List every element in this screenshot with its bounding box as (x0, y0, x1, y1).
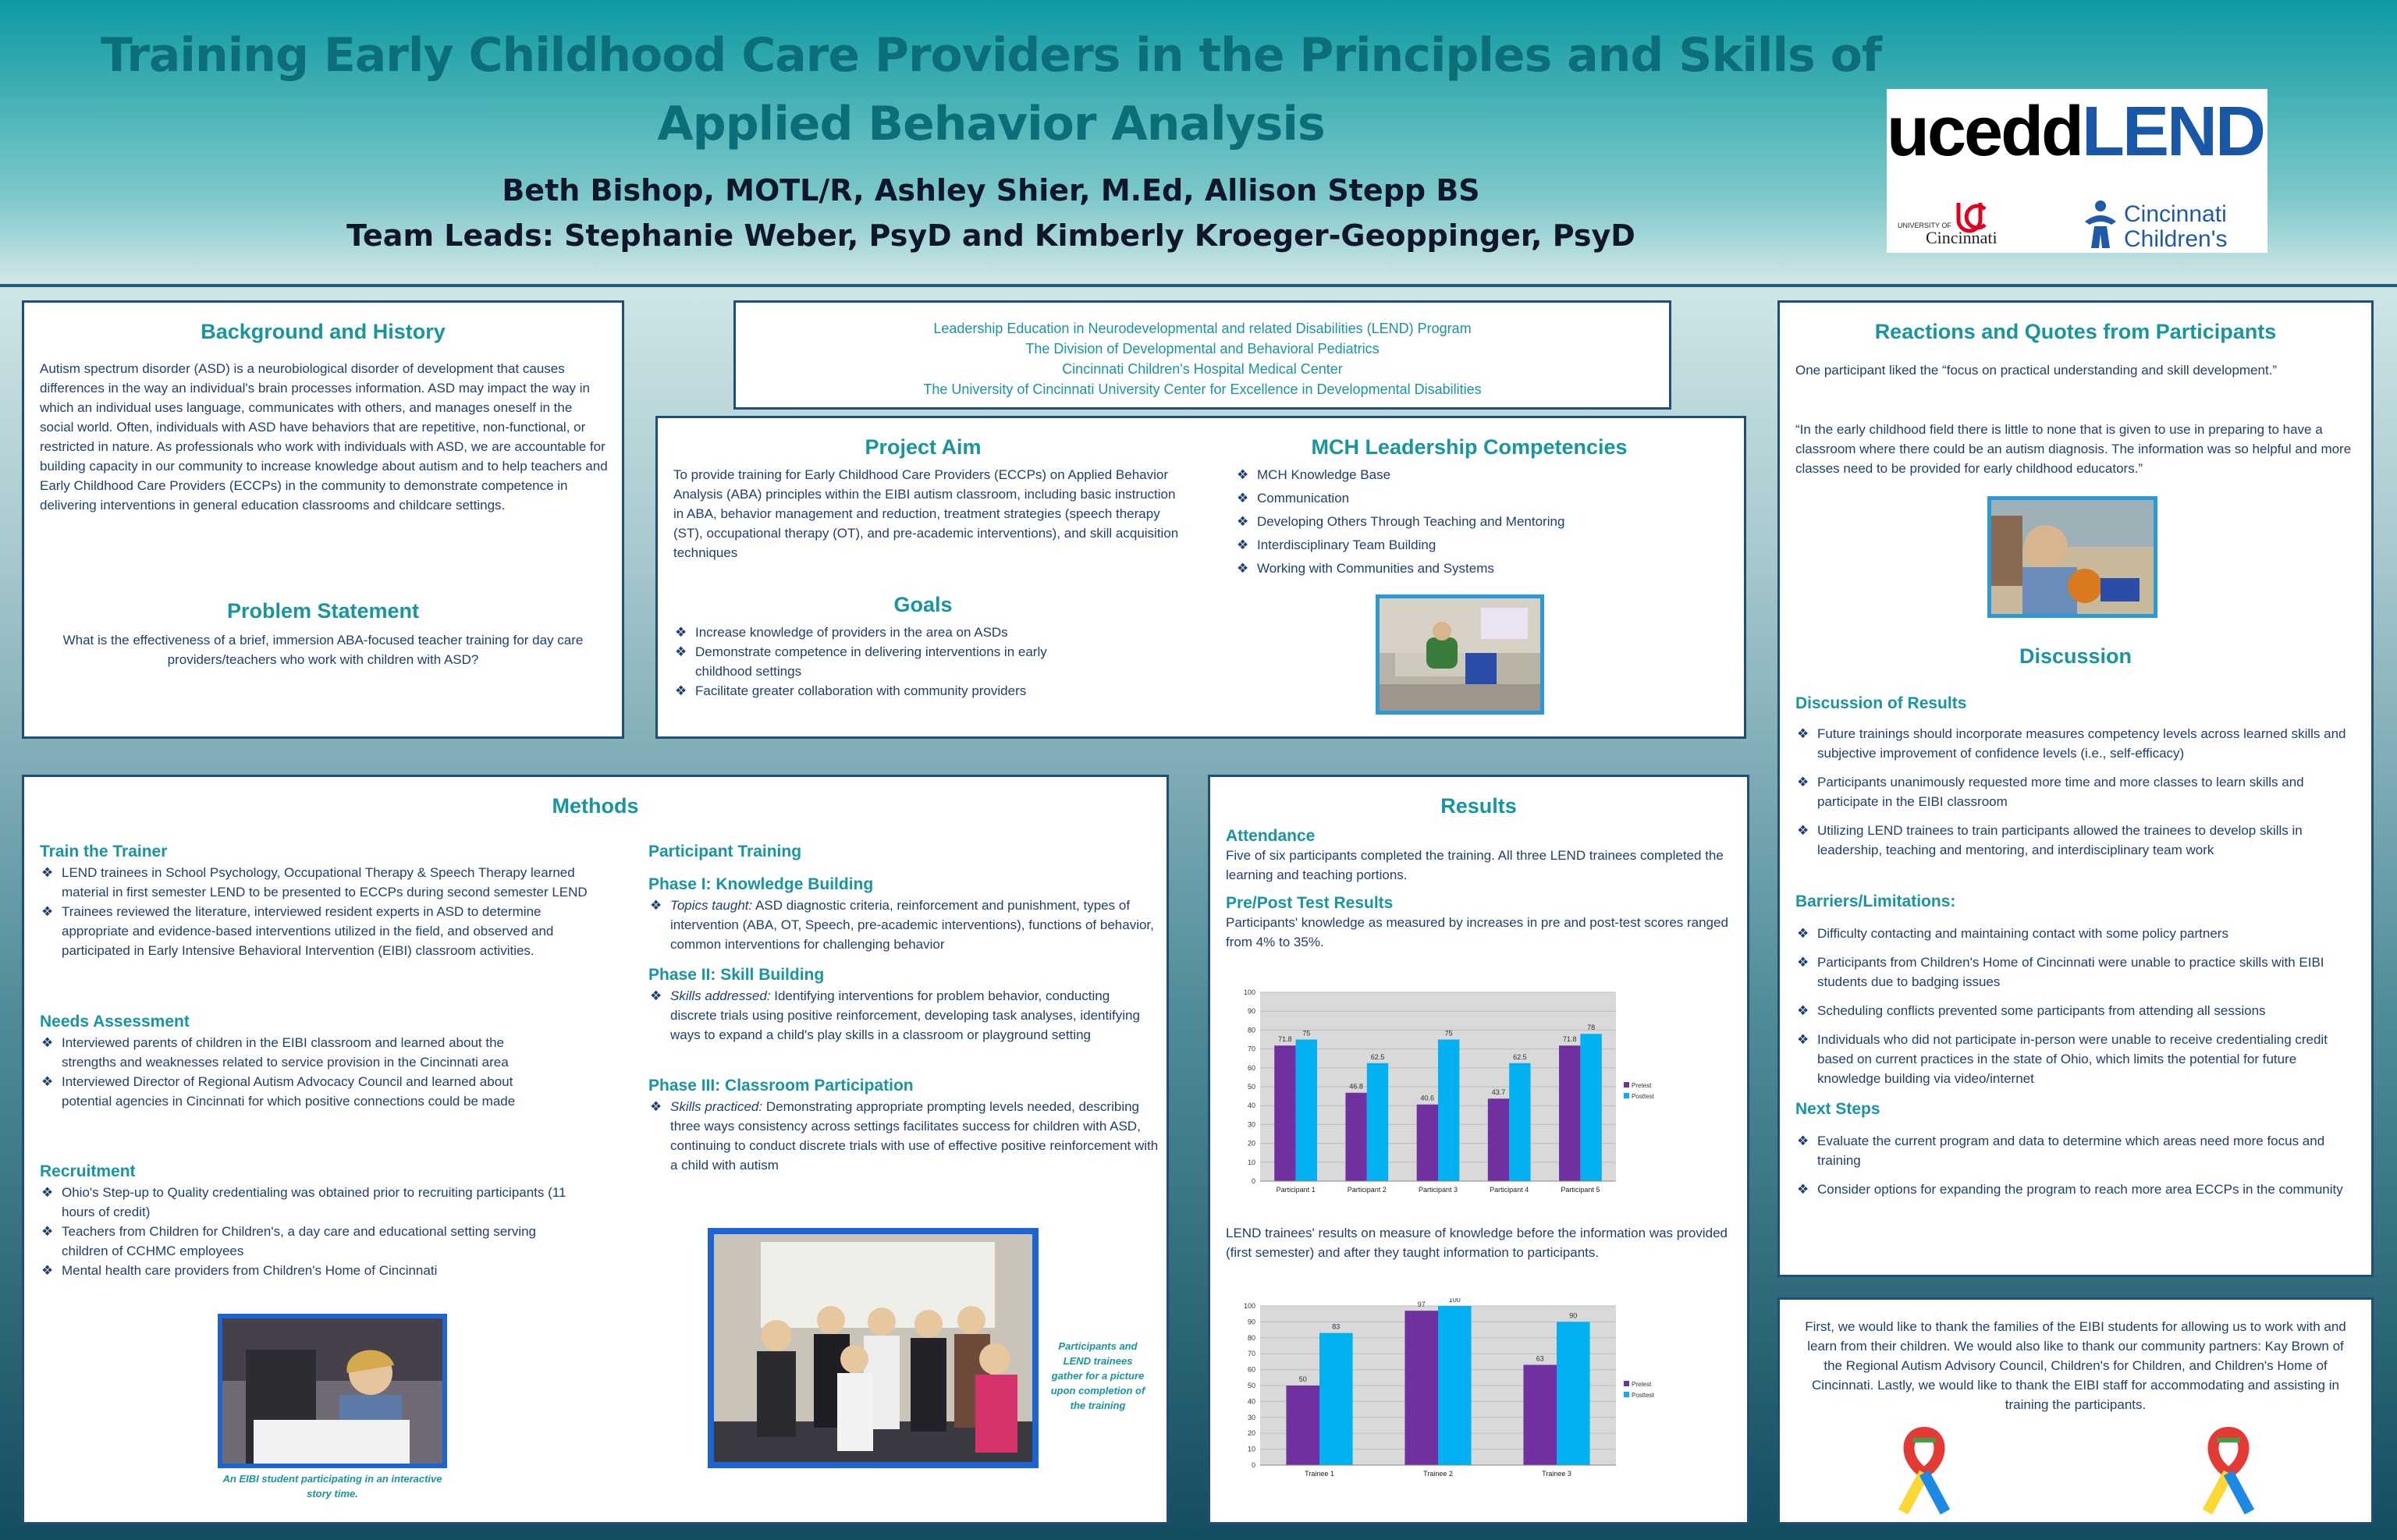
reactions-discussion-panel (1777, 300, 2374, 1277)
logo-wordmark (1887, 89, 2264, 175)
bar-posttest (1296, 1040, 1317, 1182)
trainee-results-text: LEND trainees' results on measure of knowledge before the information was provided (first semester) and after they taught information to participants. (1226, 1226, 1728, 1260)
group-photo-caption: Participants and LEND trainees gather for a picture upon completion of the training (1050, 1340, 1145, 1411)
logo-word-ucedd: ucedd (1887, 93, 2083, 171)
x-tick-label: Participant 3 (1418, 1186, 1458, 1194)
cincinnati-childrens-logo (2077, 198, 2263, 251)
list-item (1235, 557, 1719, 580)
eibi-student-photo (218, 1314, 447, 1468)
y-tick-label: 90 (1247, 1007, 1255, 1016)
data-label: 97 (1417, 1300, 1426, 1309)
results-title: Results (1440, 794, 1517, 818)
mch-title: MCH Leadership Competencies (1311, 435, 1628, 459)
mch-list (1235, 463, 1719, 580)
bar-pretest (1417, 1105, 1438, 1181)
methods-title: Methods (552, 794, 639, 818)
results-panel (1208, 775, 1749, 1524)
background-title: Background and History (201, 320, 446, 343)
diamond-bullet-icon: ❖ (41, 865, 54, 880)
item-text: Teachers from Children for Children's, a day care and educational setting serving children of CCHMC employees (62, 1224, 537, 1258)
x-tick-label: Participant 2 (1347, 1186, 1387, 1194)
uc-logo-top: UNIVERSITY OF (1898, 222, 1951, 229)
item-text: LEND trainees in School Psychology, Occupational Therapy & Speech Therapy learned material in first semester LEND to be presented to ECCPs during second semester LEND (62, 865, 588, 900)
y-tick-label: 20 (1247, 1429, 1255, 1438)
discussion-title: Discussion (2019, 644, 2132, 668)
list-item (1795, 772, 2357, 811)
goal-text: Increase knowledge of providers in the area on ASDs (695, 625, 1008, 640)
y-tick-label: 20 (1247, 1139, 1255, 1148)
bar-posttest (1438, 1306, 1472, 1465)
diamond-bullet-icon: ❖ (1797, 1182, 1809, 1197)
y-tick-label: 60 (1247, 1063, 1255, 1072)
affiliation-cchmc: Cincinnati Children's Hospital Medical Center (1062, 361, 1343, 377)
phase-1-title: Phase I: Knowledge Building (648, 875, 874, 893)
data-label: 71.8 (1278, 1035, 1292, 1044)
reactions-title: Reactions and Quotes from Participants (1874, 320, 2277, 343)
list-item (40, 1222, 586, 1261)
x-tick-label: Trainee 2 (1423, 1470, 1453, 1478)
y-tick-label: 80 (1247, 1333, 1255, 1342)
y-tick-label: 0 (1251, 1177, 1255, 1185)
barriers-list (1795, 924, 2357, 1088)
discussion-results-title: Discussion of Results (1795, 694, 1967, 712)
data-label: 40.6 (1420, 1094, 1435, 1102)
diamond-bullet-icon: ❖ (1237, 561, 1249, 576)
data-label: 90 (1569, 1311, 1578, 1320)
poster-header (0, 0, 2397, 282)
bar-posttest (1367, 1063, 1388, 1181)
y-tick-label: 40 (1247, 1102, 1255, 1110)
item-text: Participants unanimously requested more time and more classes to learn skills and participate in the EIBI classroom (1817, 775, 2304, 809)
header-divider (0, 284, 2397, 287)
legend-swatch (1624, 1392, 1629, 1397)
affiliation-division: The Division of Developmental and Behavioral Pediatrics (1025, 341, 1380, 357)
diamond-bullet-icon: ❖ (1797, 955, 1809, 970)
participant-prepost-chart (1234, 983, 1733, 1201)
diamond-bullet-icon: ❖ (1797, 1032, 1809, 1047)
item-text: Individuals who did not participate in-person were unable to receive credentialing credit based on current practices in the state of Ohio, which limits the potential for future knowledge building via video/internet (1817, 1032, 2328, 1086)
list-item (673, 681, 1095, 701)
legend-swatch (1624, 1082, 1629, 1088)
legend-label: Pretest (1632, 1082, 1652, 1089)
list-item (1795, 724, 2357, 763)
bar-pretest (1523, 1364, 1557, 1465)
aim-text: To provide training for Early Childhood Care Providers (ECCPs) on Applied Behavior Analysis (ABA) principles within the EIBI autism classroom, including basic instruction in ABA, behavior management and reduction, treatment strategies (speech therapy (ST), occupational therapy (OT), and pre-academic interventions), and skill acquisition techniques (673, 467, 1179, 560)
diamond-bullet-icon: ❖ (650, 898, 662, 913)
discussion-results-list (1795, 724, 2357, 860)
data-label: 46.8 (1349, 1082, 1363, 1091)
diamond-bullet-icon: ❖ (1237, 514, 1249, 529)
phase-3-lead: Skills practiced: (670, 1099, 763, 1114)
item-text: Participants from Children's Home of Cincinnati were unable to practice skills with EIBI students due to badging issues (1817, 955, 2324, 989)
y-tick-label: 80 (1247, 1026, 1255, 1034)
y-tick-label: 90 (1247, 1318, 1255, 1326)
mch-item-text: Interdisciplinary Team Building (1257, 538, 1436, 552)
list-item (1795, 924, 2357, 943)
attendance-title: Attendance (1226, 827, 1316, 845)
diamond-bullet-icon: ❖ (650, 1099, 662, 1114)
y-tick-label: 70 (1247, 1350, 1255, 1358)
list-item (40, 863, 602, 902)
mch-item-text: MCH Knowledge Base (1257, 467, 1391, 482)
trainee-knowledge-chart (1234, 1298, 1733, 1485)
needs-assessment-title: Needs Assessment (40, 1013, 190, 1031)
bar-pretest (1286, 1386, 1319, 1465)
phase-3-list (648, 1097, 1163, 1175)
train-trainer-list (40, 863, 602, 960)
item-text: ASD diagnostic criteria, reinforcement and punishment, types of intervention (ABA, OT, Speech, pre-academic interventions), functions of behavior, common interventions for challenging behavior (670, 898, 1154, 952)
diamond-bullet-icon: ❖ (1797, 726, 1809, 741)
legend-swatch (1624, 1381, 1629, 1386)
barriers-title: Barriers/Limitations: (1795, 892, 1956, 910)
list-item (1795, 953, 2357, 992)
logo-word-lend: LEND (2082, 93, 2264, 171)
y-tick-label: 100 (1243, 988, 1255, 996)
list-item (648, 896, 1156, 954)
data-label: 43.7 (1491, 1088, 1506, 1097)
participant-reaction-photo (1987, 496, 2157, 618)
y-tick-label: 0 (1251, 1461, 1255, 1469)
list-item (40, 1261, 586, 1280)
bar-posttest (1319, 1333, 1353, 1465)
bar-pretest (1404, 1311, 1438, 1465)
list-item (1235, 463, 1719, 487)
aim-panel (655, 416, 1746, 739)
affiliation-uc: The University of Cincinnati University Center for Excellence in Developmental Disabilities (923, 381, 1482, 397)
prepost-text: Participants' knowledge as measured by increases in pre and post-test scores ranged from 4% to 35%. (1226, 915, 1728, 949)
data-label: 83 (1332, 1322, 1341, 1331)
item-text: Interviewed Director of Regional Autism Advocacy Council and learned about potential agencies in Cincinnati for which positive connections could be made (62, 1074, 516, 1109)
legend-label: Posttest (1632, 1093, 1654, 1100)
authors: Beth Bishop, MOTL/R, Ashley Shier, M.Ed, Allison Stepp BS (502, 173, 1480, 208)
cch-logo-top: Cincinnati (2124, 201, 2227, 227)
phase-2-list (648, 986, 1156, 1045)
diamond-bullet-icon: ❖ (650, 988, 662, 1003)
diamond-bullet-icon: ❖ (41, 1074, 54, 1089)
next-steps-list (1795, 1131, 2357, 1199)
needs-assessment-list (40, 1033, 539, 1111)
list-item (1795, 1001, 2357, 1020)
item-text: Difficulty contacting and maintaining contact with some policy partners (1817, 926, 2228, 941)
bar-posttest (1580, 1034, 1601, 1181)
recruitment-title: Recruitment (40, 1162, 136, 1180)
background-panel (22, 300, 624, 739)
data-label: 50 (1298, 1375, 1307, 1383)
diamond-bullet-icon: ❖ (41, 1185, 54, 1200)
list-item (648, 1097, 1163, 1175)
background-text: Autism spectrum disorder (ASD) is a neurobiological disorder of development that causes differences in the way an individual's brain processes information. ASD may impact the way in which an individual uses language, communicates with others, and manages oneself in the social world. Often, individuals with ASD have behaviors that are repetitive, non-functional, or restricted in nature. As professionals who work with individuals with ASD, we are accountable for building capacity in our community to increase knowledge about autism and to help teachers and Early Childhood Care Providers (ECCPs) in the community to demonstrate competence in delivering interventions in general education classrooms and childcare settings. (40, 361, 608, 513)
y-tick-label: 30 (1247, 1413, 1255, 1421)
classroom-photo (1376, 594, 1544, 715)
list-item (1235, 510, 1719, 534)
ucedd-lend-logo (1887, 89, 2267, 253)
reactions-quote-1: One participant liked the “focus on practical understanding and skill development.” (1795, 363, 2278, 378)
x-tick-label: Participant 1 (1276, 1186, 1316, 1194)
aim-title: Project Aim (865, 435, 982, 459)
uc-logo-bottom: Cincinnati (1926, 228, 1998, 247)
x-tick-label: Participant 4 (1490, 1186, 1529, 1194)
mch-item-text: Communication (1257, 491, 1350, 506)
prepost-title: Pre/Post Test Results (1226, 894, 1394, 912)
goals-title: Goals (893, 593, 953, 616)
y-tick-label: 10 (1247, 1445, 1255, 1453)
y-tick-label: 10 (1247, 1158, 1255, 1166)
y-tick-label: 30 (1247, 1120, 1255, 1129)
team-leads: Team Leads: Stephanie Weber, PsyD and Kimberly Kroeger-Geoppinger, PsyD (346, 218, 1635, 253)
autism-ribbon-icon (1889, 1425, 1959, 1522)
y-tick-label: 50 (1247, 1382, 1255, 1389)
diamond-bullet-icon: ❖ (1237, 538, 1249, 552)
bar-pretest (1345, 1093, 1366, 1181)
diamond-bullet-icon: ❖ (1797, 926, 1809, 941)
item-text: Evaluate the current program and data to determine which areas need more focus and training (1817, 1134, 2325, 1168)
data-label: 62.5 (1370, 1052, 1385, 1061)
list-item (1795, 1030, 2357, 1088)
poster-title-line-2: Applied Behavior Analysis (657, 97, 1325, 151)
goals-list (673, 623, 1095, 701)
next-steps-title: Next Steps (1795, 1100, 1880, 1118)
group-photo (708, 1228, 1039, 1468)
bar-posttest (1438, 1040, 1459, 1182)
affiliations-list (736, 318, 1669, 399)
diamond-bullet-icon: ❖ (675, 683, 687, 698)
list-item (648, 986, 1156, 1045)
goal-text: Demonstrate competence in delivering interventions in early childhood settings (695, 644, 1047, 679)
attendance-text: Five of six participants completed the training. All three LEND trainees completed the learning and teaching portions. (1226, 848, 1724, 882)
list-item (1235, 534, 1719, 557)
diamond-bullet-icon: ❖ (41, 1224, 54, 1239)
data-label: 62.5 (1513, 1052, 1527, 1061)
diamond-bullet-icon: ❖ (1797, 1003, 1809, 1018)
y-tick-label: 60 (1247, 1365, 1255, 1374)
poster-title-line-1: Training Early Childhood Care Providers in the Principles and Skills of (101, 28, 1881, 83)
bar-posttest (1557, 1322, 1590, 1465)
diamond-bullet-icon: ❖ (675, 625, 687, 640)
bar-pretest (1274, 1045, 1295, 1181)
x-tick-label: Participant 5 (1561, 1186, 1600, 1194)
methods-panel (22, 775, 1169, 1524)
cch-logo-bottom: Children's (2124, 226, 2228, 252)
affiliation-lend: Leadership Education in Neurodevelopmental and related Disabilities (LEND) Program (933, 321, 1472, 336)
mch-item-text: Developing Others Through Teaching and Mentoring (1257, 514, 1565, 529)
item-text: Future trainings should incorporate measures competency levels across learned skills and subjective improvement of confidence levels (i.e., self-efficacy) (1817, 726, 2346, 761)
item-text: Identifying interventions for problem behavior, conducting discrete trials using positive reinforcement, developing task analyses, identifying ways to expand a child's play skills in a classroom or playground setting (670, 988, 1140, 1042)
data-label: 100 (1448, 1298, 1461, 1304)
diamond-bullet-icon: ❖ (41, 1263, 54, 1278)
list-item (40, 902, 602, 960)
bar-pretest (1488, 1098, 1509, 1181)
data-label: 78 (1587, 1024, 1596, 1032)
university-of-cincinnati-logo (1898, 198, 2015, 247)
y-tick-label: 50 (1247, 1083, 1255, 1091)
list-item (1235, 487, 1719, 510)
legend-label: Pretest (1632, 1381, 1652, 1388)
list-item (1795, 1180, 2357, 1199)
x-tick-label: Trainee 3 (1542, 1470, 1571, 1478)
data-label: 75 (1444, 1029, 1453, 1038)
diamond-bullet-icon: ❖ (1237, 467, 1249, 482)
diamond-bullet-icon: ❖ (1797, 775, 1809, 790)
item-text: Mental health care providers from Children's Home of Cincinnati (62, 1263, 438, 1278)
participant-training-title: Participant Training (648, 843, 802, 860)
goal-text: Facilitate greater collaboration with community providers (695, 683, 1027, 698)
diamond-bullet-icon: ❖ (41, 904, 54, 919)
list-item (40, 1072, 539, 1111)
x-tick-label: Trainee 1 (1305, 1470, 1334, 1478)
mch-item-text: Working with Communities and Systems (1257, 561, 1494, 576)
autism-ribbon-icon (2193, 1425, 2264, 1522)
phase-1-lead: Topics taught: (670, 898, 753, 913)
list-item (673, 642, 1095, 681)
item-text: Scheduling conflicts prevented some participants from attending all sessions (1817, 1003, 2266, 1018)
phase-1-list (648, 896, 1156, 954)
diamond-bullet-icon: ❖ (675, 644, 687, 659)
phase-2-title: Phase II: Skill Building (648, 966, 825, 984)
y-tick-label: 40 (1247, 1397, 1255, 1406)
item-text: Consider options for expanding the program to reach more area ECCPs in the community (1817, 1182, 2343, 1197)
affiliations-panel (733, 300, 1671, 410)
bar-pretest (1559, 1045, 1580, 1181)
list-item (40, 1033, 539, 1072)
acknowledgment-panel (1777, 1297, 2374, 1524)
data-label: 71.8 (1562, 1035, 1577, 1044)
diamond-bullet-icon: ❖ (1797, 823, 1809, 838)
y-tick-label: 70 (1247, 1045, 1255, 1053)
item-text: Demonstrating appropriate prompting levels needed, describing three ways consistency across settings facilitates success for children with ASD, continuing to conduct discrete trials with use of effective positive reinforcement with a child with autism (670, 1099, 1159, 1173)
train-trainer-title: Train the Trainer (40, 843, 168, 860)
item-text: Trainees reviewed the literature, interviewed resident experts in ASD to determine appropriate and evidence-based interventions utilized in the field, and observed and participated in Early Intensive Behavioral Intervention (EIBI) classroom activities. (62, 904, 554, 958)
data-label: 75 (1302, 1029, 1311, 1038)
data-label: 63 (1536, 1354, 1544, 1363)
item-text: Ohio's Step-up to Quality credentialing was obtained prior to recruiting participants (11 hours of credit) (62, 1185, 566, 1219)
list-item (1795, 821, 2357, 860)
phase-3-title: Phase III: Classroom Participation (648, 1077, 914, 1095)
list-item (40, 1183, 586, 1222)
problem-text: What is the effectiveness of a brief, immersion ABA-focused teacher training for day care providers/teachers who work with children with ASD? (62, 633, 584, 667)
diamond-bullet-icon: ❖ (1797, 1134, 1809, 1148)
item-text: Utilizing LEND trainees to train participants allowed the trainees to develop skills in leadership, teaching and mentoring, and interdisciplinary team work (1817, 823, 2303, 857)
acknowledgment-text: First, we would like to thank the families of the EIBI students for allowing us to work with and learn from their children. We would also like to thank our community partners: Kay Brown of the Regional Autism Advisory Council, Children's for Children, and Children's Home of Cincinnati. Lastly, we would like to thank the EIBI staff for accommodating and assisting in training the participants. (1805, 1319, 2346, 1412)
legend-swatch (1624, 1093, 1629, 1098)
phase-2-lead: Skills addressed: (670, 988, 771, 1003)
list-item (673, 623, 1095, 642)
item-text: Interviewed parents of children in the EIBI classroom and learned about the strengths and weaknesses related to service provision in the Cincinnati area (62, 1035, 509, 1070)
diamond-bullet-icon: ❖ (41, 1035, 54, 1050)
y-tick-label: 100 (1243, 1302, 1255, 1310)
reactions-quote-2: “In the early childhood field there is little to none that is given to use in preparing to have a classroom where there could be an autism diagnosis. The information was so helpful and more classes need to be provided for early childhood educators.” (1795, 422, 2352, 476)
list-item (1795, 1131, 2357, 1170)
diamond-bullet-icon: ❖ (1237, 491, 1249, 506)
legend-label: Posttest (1632, 1392, 1654, 1399)
problem-title: Problem Statement (226, 599, 420, 623)
bar-posttest (1509, 1063, 1530, 1181)
eibi-student-caption: An EIBI student participating in an interactive story time. (222, 1473, 442, 1499)
recruitment-list (40, 1183, 586, 1280)
